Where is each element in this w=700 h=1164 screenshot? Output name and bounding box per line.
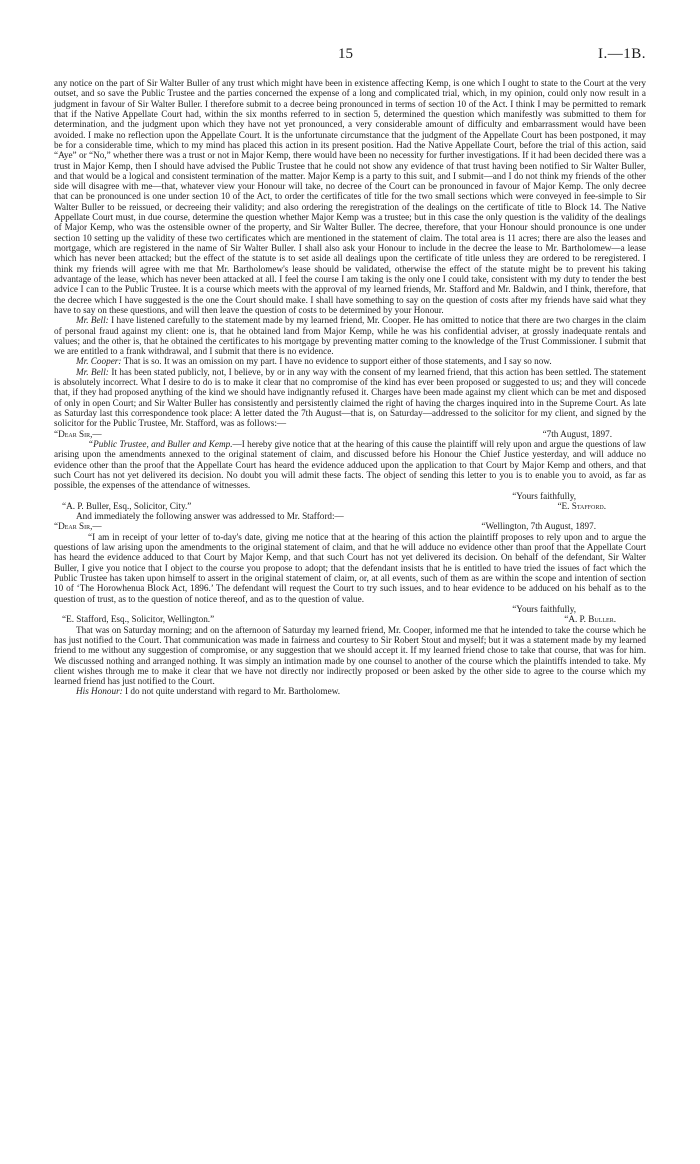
paragraph-bell-statement [54, 367, 646, 429]
letter-body-text: —I hereby give notice that at the hearing of this cause the plaintiff will rely upon and argue the questions of law arising upon the amendments annexed to the original statement of claim, and discussed before his Honour the Chief Justice yesterday, and will adduce no evidence other than the proof that the Appellate Court has heard the evidence adduced upon the application to that Court by Major Kemp and others, and that such Court has not yet delivered its decision. No doubt you will admit these facts. The object of sending this letter to you is to enable you to avoid, as far as possible, the expenses of the attendance of witnesses. [54, 438, 646, 491]
paragraph-answer-intro: And immediately the following answer was addressed to Mr. Stafford:— [76, 511, 344, 522]
letter-footer-row [54, 614, 646, 624]
paragraph-text: I do not quite understand with regard to Mr. Bartholomew. [125, 686, 341, 697]
speaker-label: Mr. Cooper: [76, 356, 122, 367]
document-body [54, 78, 646, 697]
speaker-label: His Honour: [76, 686, 123, 697]
speaker-label: Mr. Bell: [76, 315, 109, 326]
paragraph-saturday: That was on Saturday morning; and on the afternoon of Saturday my learned friend, Mr. Cooper, informed me that he intended to take the course which he has just notified to the Court. That communication was made in fairness and courtesy to Sir Robert Stout and myself; but it was a statement made by my learned friend to me without any suggestion of compromise, or any suggestion that we should accept it. If my learned friend chose to take that course, that was for him. We discussed nothing and arranged nothing. It was simply an intimation made by one counsel to another of the course which the plaintiffs intended to take. My client wishes through me to make it clear that we have not directly nor indirectly proposed or been asked by the other side to agree to the course which my learned friend has just notified to the Court. [54, 624, 646, 687]
paragraph-text: That is so. It was an omission on my part. I have no evidence to support either of those statements, and I say so now. [123, 356, 552, 367]
letter-addressee: “A. P. Buller, Esq., Solicitor, City.” [62, 500, 192, 511]
page-header [0, 46, 700, 66]
letter-closing: “Yours faithfully, [512, 603, 576, 614]
letter-buller [54, 521, 646, 624]
paragraph-bell-reply [54, 315, 646, 356]
document-reference: I.—1B. [598, 46, 646, 62]
paragraph-cooper-reply [54, 356, 646, 366]
letter-signature: “A. P. Buller. [564, 614, 616, 625]
letter-addressee: “E. Stafford, Esq., Solicitor, Wellington.” [62, 614, 215, 625]
letter-body [54, 439, 646, 491]
letter-signature: “E. Stafford. [557, 500, 606, 511]
letter-heading-row [54, 429, 646, 439]
paragraph-his-honour [54, 686, 646, 696]
page-number: 15 [338, 46, 353, 62]
speaker-label: Mr. Bell: [76, 366, 109, 377]
paragraph-cooper-statement: any notice on the part of Sir Walter Buller of any trust which might have been in existence affecting Kemp, is one which I ought to state to the Court at the very outset, and so save the Public Trustee and the parties concerned the expense of a long and complicated trial, which, in my opinion, could only now result in a judgment in favour of Sir Walter Buller. I therefore submit to a decree being pronounced in terms of section 10 of the Act. I think I may be permitted to remark that if the Native Appellate Court had, within the six months referred to in section 5, determined the question which manifestly was submitted to them for determination, and the judgment upon which they have not yet pronounced, a very considerable amount of difficulty and embarrassment would have been avoided. I make no reflection upon the Appellate Court. It is the unfortunate circumstance that the judgment of the Appellate Court has been postponed, it may be for a considerable time, which to my mind has placed this action in its present position. Had the Native Appellate Court, before the trial of this action, said “Aye” or “No,” whether there was a trust or not in Major Kemp, there would have been no necessity for further investigations. If it had been decided there was a trust in Major Kemp, then I should have advised the Public Trustee that he could not show any evidence of that trust having been notified to Sir Walter Buller, and that would be a logical and consistent termination of the matter. Major Kemp is a party to this suit, and I submit—and I do not think my friends of the other side will disagree with me—that, whatever view your Honour will take, no decree of the Court can be pronounced in favour of Major Kemp. The only decree that can be pronounced is one under section 10 of the Act, to order the certificates of title for the two small sections which were conveyed in fee-simple to Sir Walter Buller to be reissued, or decreeing their validity; and also ordering the reregistration of the dealings on the certificate of title to Block 14. The Native Appellate Court must, in due course, determine the question whether Major Kemp was a trustee; but in this case the only question is the validity of the dealings of Major Kemp, who was the ostensible owner of the property, and Sir Walter Buller. The decree, therefore, that your Honour should pronounce is one under section 10 setting up the validity of these two certificates which are mentioned in the statement of claim. The total area is 11 acres; there are also the leases and mortgage, which are registered in the name of Sir Walter Buller. I shall also ask your Honour to include in the decree the lease to Mr. Bartholomew—a lease which has never been attacked; but the effect of the statute is to set aside all dealings upon the certificate of title unless they are ordered to be reregistered. I think my friends will agree with me that Mr. Bartholomew's lease should be validated, otherwise the effect of the statute might be to prevent his taking advantage of the lease, which has never been attacked at all. I feel the course I am taking is the only one I could take, consistent with my duty to tender the best advice I can to the Public Trustee. It is a course which meets with the approval of my learned friends, Mr. Stafford and Mr. Baldwin, and I think, therefore, that the decree which I have suggested is the one the Court should make. I shall have something to say on the question of costs after my friends have said what they have to say on these questions, and will then leave the question of costs to be determined by your Honour. [54, 78, 646, 315]
letter-closing: “Yours faithfully, [512, 490, 576, 501]
letter-salutation: “Dear Sir,— [54, 521, 102, 532]
paragraph-text: It has been stated publicly, not, I believe, by or in any way with the consent of my learned friend, that this action has been settled. The statement is absolutely incorrect. What I desire to do is to make it clear that no compromise of the kind has ever been proposed or suggested to us; and they will concede that, if they had proposed anything of the kind we should have indignantly refused it. Charges have been made against my client which can be met and disposed of only in open Court; and Sir Walter Buller has consistently and persistently claimed the right of having the charges inquired into in the Supreme Court. As late as Saturday last this correspondence took place: A letter dated the 7th August—that is, on Saturday—addressed to the solicitor for my client, and signed by the solicitor for the Public Trustee, Mr. Stafford, was as follows:— [54, 366, 646, 429]
letter-stafford [54, 429, 646, 512]
letter-body: “I am in receipt of your letter of to-day's date, giving me notice that at the hearing of this action the plaintiff proposes to rely upon and to argue the questions of law arising upon the amendments to the original statement of claim, and that he will adduce no evidence other than proof that the Appellate Court has heard the evidence adduced to that Court by Major Kemp, and that such Court has not yet delivered its decision. On behalf of the defendant, Sir Walter Buller, I give you notice that I object to the course you propose to adopt; that the defendant insists that he is entitled to have tried the issues of fact which the Public Trustee has taken upon himself to assert in the original statement of claim, or, at all events, such of them as are within the scope and intention of section 10 of ‘The Horowhenua Block Act, 1896.’ The defendant will request the Court to try such issues, and to hear evidence to be adduced on his behalf as to the question of trust, as to the question of notice thereof, and as to the question of value. [54, 531, 646, 604]
letter-salutation: “Dear Sir,— [54, 428, 102, 439]
letter-date: “7th August, 1897. [542, 428, 612, 439]
letter-subject: “Public Trustee, and Buller and Kemp. [88, 438, 233, 449]
letter-date: “Wellington, 7th August, 1897. [481, 521, 596, 532]
paragraph-text: I have listened carefully to the statement made by my learned friend, Mr. Cooper. He has omitted to notice that there are two charges in the claim of personal fraud against my client: one is, that he obtained land from Major Kemp, while he was his confidential adviser, at grossly inadequate rentals and values; and the other is, that he obtained the certificates to his mortgage by preventing matter coming to the knowledge of the Trust Commissioner. I submit that we are entitled to a frank withdrawal, and I submit that there is no evidence. [54, 315, 646, 357]
letter-footer-row [54, 501, 646, 511]
letter-heading-row [54, 521, 646, 531]
